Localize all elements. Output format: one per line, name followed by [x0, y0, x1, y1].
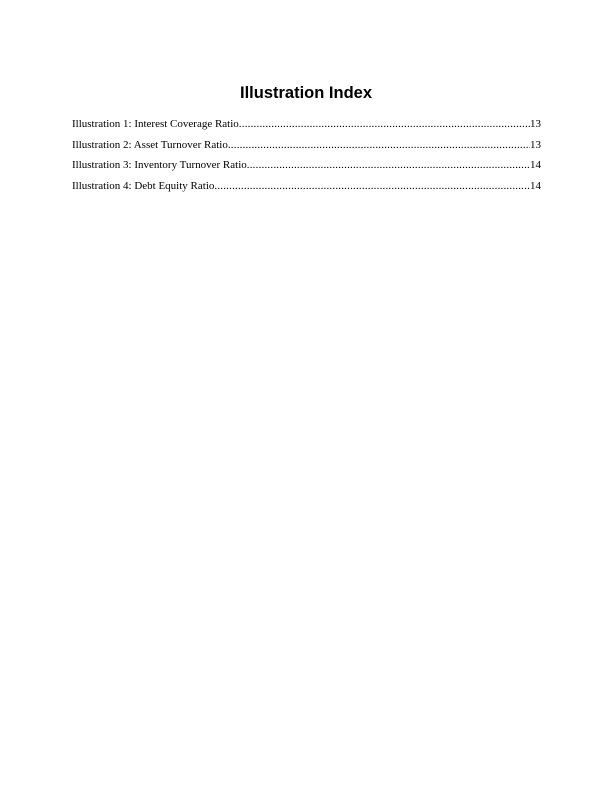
entry-label: Illustration 2: Asset Turnover Ratio [72, 138, 228, 151]
entry-page-number: 13 [530, 138, 541, 151]
index-entry-3[interactable] [72, 158, 541, 179]
entry-label: Illustration 4: Debt Equity Ratio [72, 179, 215, 192]
dot-leader [214, 179, 530, 193]
dot-leader [247, 158, 530, 172]
entry-page-number: 13 [530, 118, 541, 130]
index-entry-1[interactable] [72, 117, 541, 138]
dot-leader [239, 117, 530, 131]
illustration-index-list [72, 117, 541, 199]
index-entry-4[interactable] [72, 179, 541, 200]
page-title: Illustration Index [239, 84, 373, 102]
entry-page-number: 14 [530, 159, 541, 171]
entry-page-number: 14 [530, 179, 541, 192]
entry-label: Illustration 3: Inventory Turnover Ratio [72, 159, 247, 171]
entry-label: Illustration 1: Interest Coverage Ratio [72, 118, 239, 130]
index-entry-2[interactable] [72, 138, 541, 159]
dot-leader [228, 138, 530, 152]
